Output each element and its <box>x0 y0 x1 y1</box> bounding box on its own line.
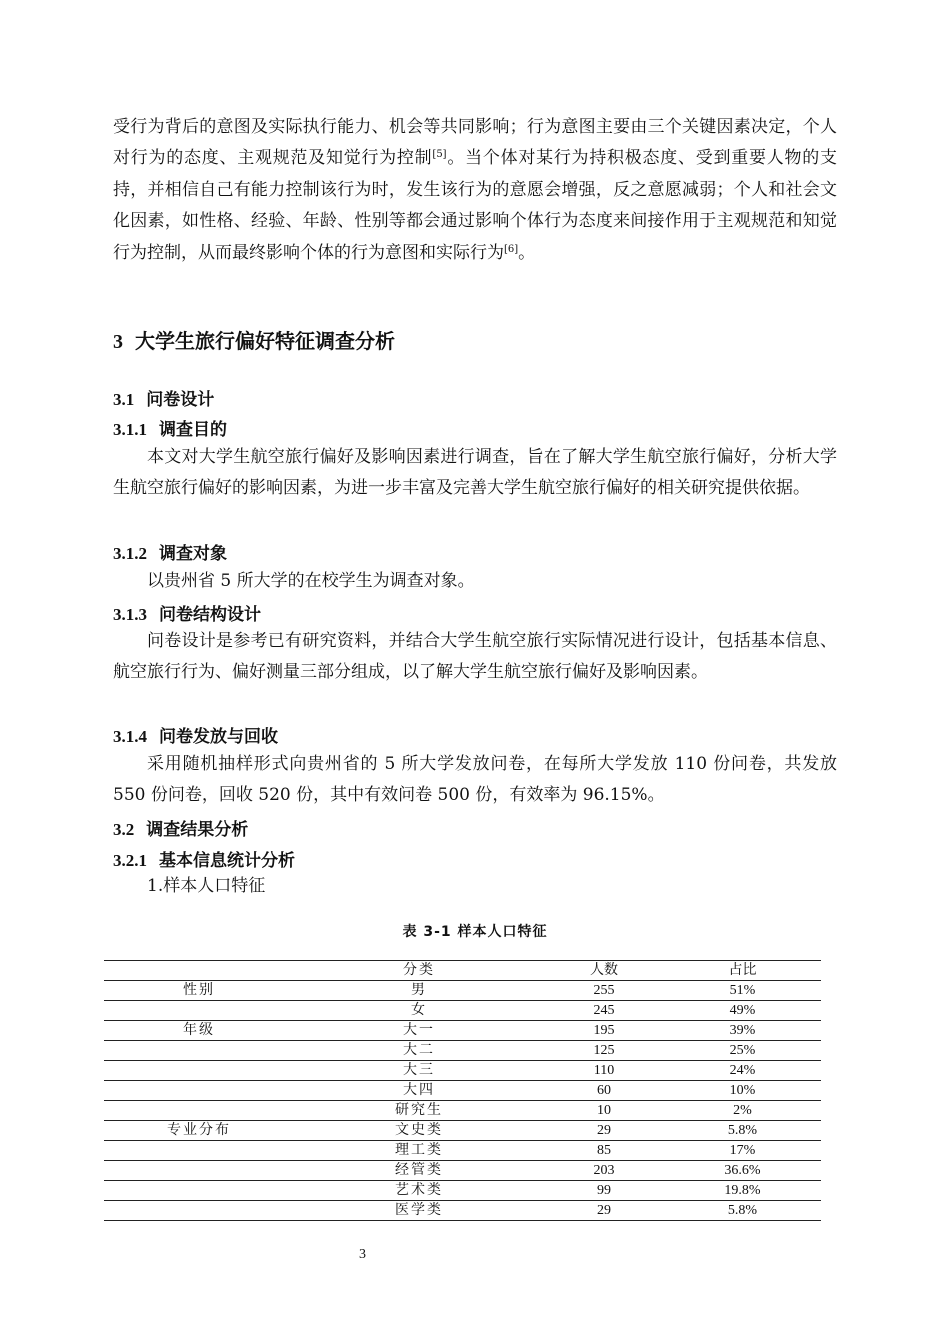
table-cell-group <box>104 1061 294 1081</box>
table-cell-group <box>104 1001 294 1021</box>
table-cell-category: 艺术类 <box>294 1181 544 1201</box>
table-row <box>104 1141 821 1161</box>
section-3-1-4-heading: 3.1.4 问卷发放与回收 <box>113 727 278 747</box>
table-cell-group: 性别 <box>104 981 294 1001</box>
page-number: 3 <box>359 1247 366 1262</box>
intro-text-3: 。 <box>518 242 536 263</box>
table-cell-percent: 2% <box>664 1101 821 1121</box>
table-row <box>104 1121 821 1141</box>
section-3-1-1-heading: 3.1.1 调查目的 <box>113 420 227 440</box>
sample-demographics-table <box>104 960 821 1221</box>
citation-5[interactable]: [5] <box>432 149 447 161</box>
table-row <box>104 1001 821 1021</box>
section-3-heading: 3 大学生旅行偏好特征调查分析 <box>113 329 395 353</box>
table-cell-percent: 36.6% <box>664 1161 821 1181</box>
table-cell-percent: 19.8% <box>664 1181 821 1201</box>
table-cell-group: 专业分布 <box>104 1121 294 1141</box>
table-row <box>104 1061 821 1081</box>
table-row <box>104 981 821 1001</box>
table-cell-percent: 51% <box>664 981 821 1001</box>
table-cell-group <box>104 1201 294 1221</box>
table-header-cell <box>104 961 294 981</box>
table-cell-count: 29 <box>544 1121 664 1141</box>
intro-text-1: 受行为背后的意图及实际执行能力、机会等共同影响；行为意图主要由三个关键因素决定，个人对行为的态度、主观规范及知觉行为控制 <box>113 117 837 169</box>
table-cell-count: 85 <box>544 1141 664 1161</box>
table-cell-percent: 5.8% <box>664 1121 821 1141</box>
table-cell-category: 大二 <box>294 1041 544 1061</box>
table-cell-category: 大三 <box>294 1061 544 1081</box>
section-3-1-1-body: 本文对大学生航空旅行偏好及影响因素进行调查，旨在了解大学生航空旅行偏好，分析大学生航空旅行偏好的影响因素，为进一步丰富及完善大学生航空旅行偏好的相关研究提供依据。 <box>113 447 837 499</box>
intro-paragraph <box>113 112 837 269</box>
section-3-1-heading: 3.1 问卷设计 <box>113 390 215 410</box>
table-cell-count: 110 <box>544 1061 664 1081</box>
table-cell-percent: 10% <box>664 1081 821 1101</box>
citation-6[interactable]: [6] <box>504 243 519 255</box>
table-cell-group <box>104 1041 294 1061</box>
table-cell-category: 大一 <box>294 1021 544 1041</box>
table-cell-count: 125 <box>544 1041 664 1061</box>
table-row <box>104 1181 821 1201</box>
table-cell-count: 255 <box>544 981 664 1001</box>
table-cell-category: 研究生 <box>294 1101 544 1121</box>
table-cell-percent: 5.8% <box>664 1201 821 1221</box>
section-3-1-3-body: 问卷设计是参考已有研究资料，并结合大学生航空旅行实际情况进行设计，包括基本信息、航空旅行行为、偏好测量三部分组成，以了解大学生航空旅行偏好及影响因素。 <box>113 631 837 683</box>
table-cell-group <box>104 1101 294 1121</box>
section-3-1-2-body: 以贵州省 5 所大学的在校学生为调查对象。 <box>147 571 475 591</box>
table-cell-category: 经管类 <box>294 1161 544 1181</box>
section-3-1-4-body: 采用随机抽样形式向贵州省的 5 所大学发放问卷，在每所大学发放 110 份问卷，共发放 550 份问卷，回收 520 份，其中有效问卷 500 份，有效率为 96.15%。 <box>113 754 837 806</box>
table-row <box>104 1041 821 1061</box>
table-cell-count: 99 <box>544 1181 664 1201</box>
table-cell-category: 文史类 <box>294 1121 544 1141</box>
table-cell-percent: 24% <box>664 1061 821 1081</box>
table-row <box>104 1201 821 1221</box>
table-header-cell: 人数 <box>544 961 664 981</box>
table-cell-count: 195 <box>544 1021 664 1041</box>
table-cell-category: 医学类 <box>294 1201 544 1221</box>
table-cell-count: 60 <box>544 1081 664 1101</box>
table-caption: 表 3-1 样本人口特征 <box>402 924 548 940</box>
table-cell-group: 年级 <box>104 1021 294 1041</box>
table-header-cell: 分类 <box>294 961 544 981</box>
table-header-row <box>104 961 821 981</box>
table-row <box>104 1101 821 1121</box>
table-row <box>104 1081 821 1101</box>
section-3-1-2-heading: 3.1.2 调查对象 <box>113 544 227 564</box>
table-cell-count: 245 <box>544 1001 664 1021</box>
table-row <box>104 1161 821 1181</box>
table-cell-percent: 25% <box>664 1041 821 1061</box>
table-cell-group <box>104 1181 294 1201</box>
section-3-1-3-heading: 3.1.3 问卷结构设计 <box>113 605 261 625</box>
table-cell-group <box>104 1161 294 1181</box>
table-row <box>104 1021 821 1041</box>
table-cell-percent: 39% <box>664 1021 821 1041</box>
table-cell-count: 29 <box>544 1201 664 1221</box>
table-cell-percent: 17% <box>664 1141 821 1161</box>
section-3-2-1-heading: 3.2.1 基本信息统计分析 <box>113 851 295 871</box>
table-header-cell: 占比 <box>664 961 821 981</box>
table-cell-category: 大四 <box>294 1081 544 1101</box>
table-cell-percent: 49% <box>664 1001 821 1021</box>
table-cell-group <box>104 1081 294 1101</box>
section-3-2-1-body: 1.样本人口特征 <box>147 876 266 896</box>
table-cell-category: 男 <box>294 981 544 1001</box>
table-cell-group <box>104 1141 294 1161</box>
section-3-2-heading: 3.2 调查结果分析 <box>113 820 249 840</box>
table-cell-count: 203 <box>544 1161 664 1181</box>
table-cell-category: 理工类 <box>294 1141 544 1161</box>
intro-text-2: 。当个体对某行为持积极态度、受到重要人物的支持，并相信自己有能力控制该行为时，发生该行为的意愿会增强，反之意愿减弱；个人和社会文化因素，如性格、经验、年龄、性别等都会通过影响个体行为态度来间接作用于主观规范和知觉行为控制，从而最终影响个体的行为意图和实际行为 <box>113 148 837 263</box>
table-cell-count: 10 <box>544 1101 664 1121</box>
table-cell-category: 女 <box>294 1001 544 1021</box>
